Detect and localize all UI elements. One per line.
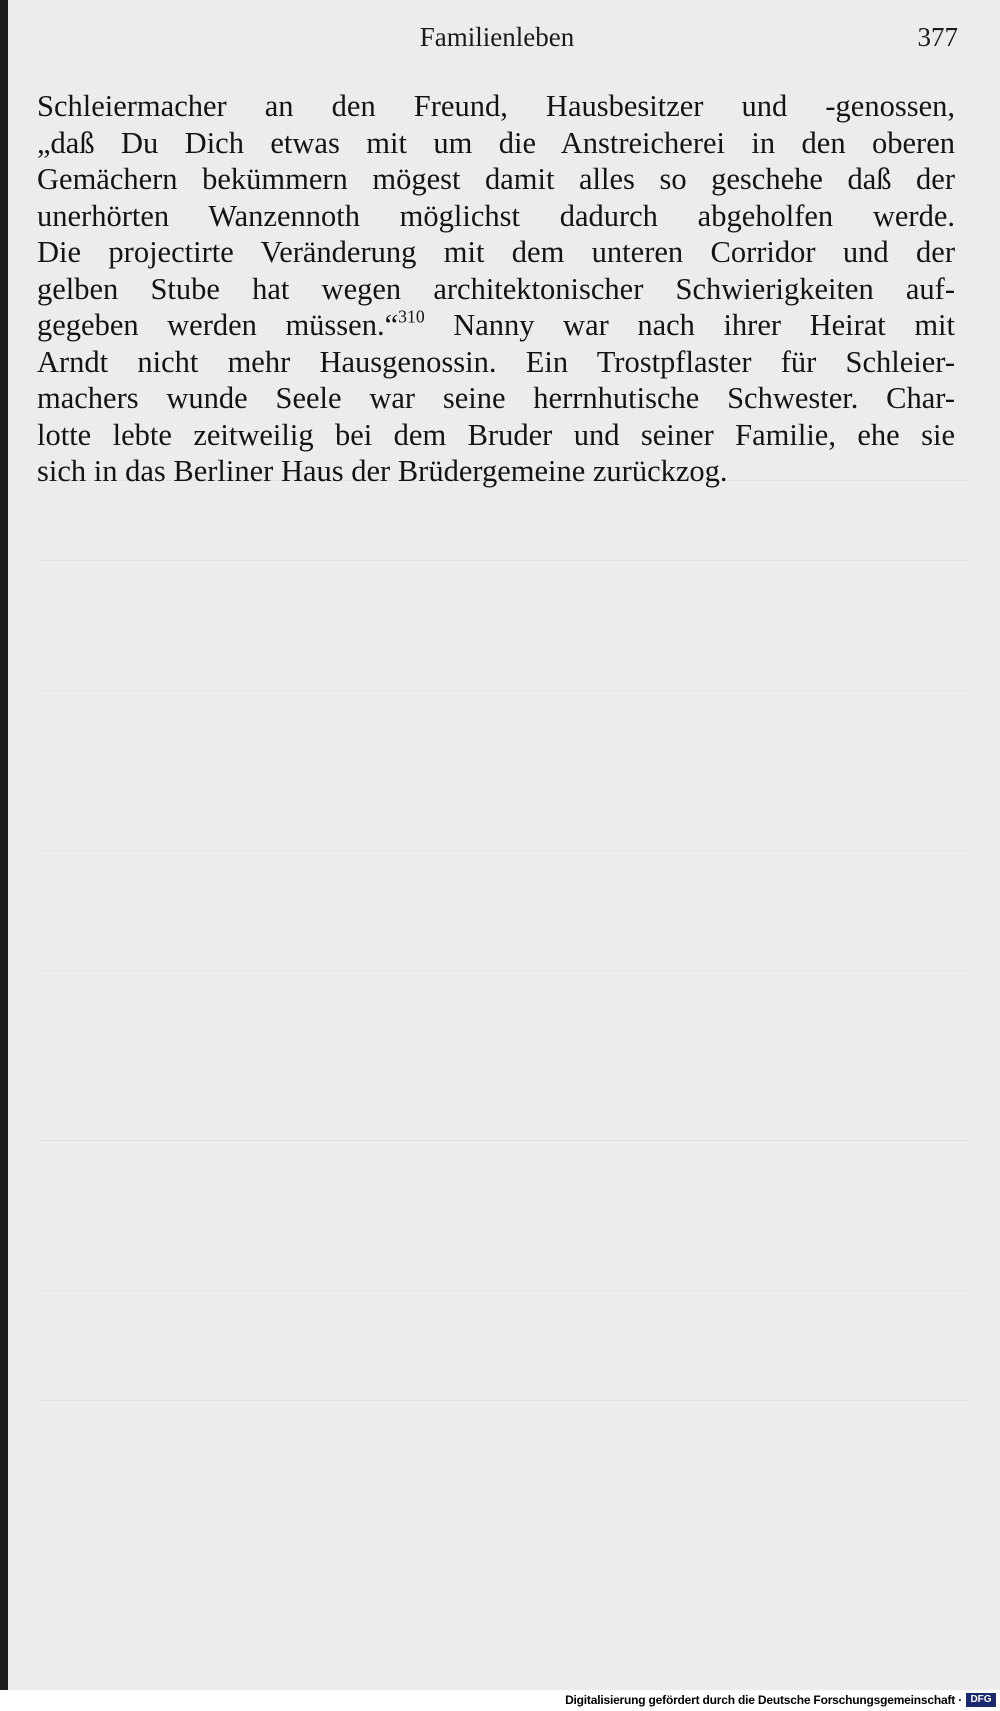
show-through-line [40,1290,970,1291]
show-through-line [40,850,970,851]
text-line: Arndt nicht mehr Hausgenossin. Ein Trostpflaster für Schleier- [37,344,955,379]
footnote-reference: 310 [398,306,425,327]
running-title: Familienleben [419,22,575,52]
dfg-logo: DFG [966,1693,996,1707]
text-line: sich in das Berliner Haus der Brüdergemeine zurückzog. [37,454,728,488]
show-through-line [40,560,970,561]
page-number: 377 [917,22,958,52]
text-line: unerhörten Wanzennoth möglichst dadurch abgeholfen werde. [37,198,955,233]
text-line-with-footnote [37,307,955,344]
show-through-line [40,1400,970,1401]
text-fragment: gegeben werden müssen.“ [37,308,399,342]
digitization-footer [0,1690,1000,1711]
page-spine-shadow [0,0,8,1690]
show-through-line [40,970,970,971]
body-text [37,88,955,490]
text-fragment: Nanny war nach ihrer Heirat mit [424,308,955,342]
show-through-line [40,690,970,691]
running-head [36,22,958,62]
text-line: lotte lebte zeitweilig bei dem Bruder und seiner Familie, ehe sie [37,417,955,452]
text-line: Die projectirte Veränderung mit dem unteren Corridor und der [37,235,955,269]
text-line: gelben Stube hat wegen architektonischer Schwierigkeiten auf- [37,271,955,306]
text-line: Schleiermacher an den Freund, Hausbesitzer und -genossen, [37,89,955,123]
text-line: Gemächern bekümmern mögest damit alles so geschehe daß der [37,162,955,196]
funding-credit: Digitalisierung gefördert durch die Deutsche Forschungsgemeinschaft · [565,1693,962,1707]
text-line: „daß Du Dich etwas mit um die Anstreicherei in den oberen [37,125,955,160]
text-line: machers wunde Seele war seine herrnhutische Schwester. Char- [37,381,955,415]
show-through-line [40,1140,970,1141]
